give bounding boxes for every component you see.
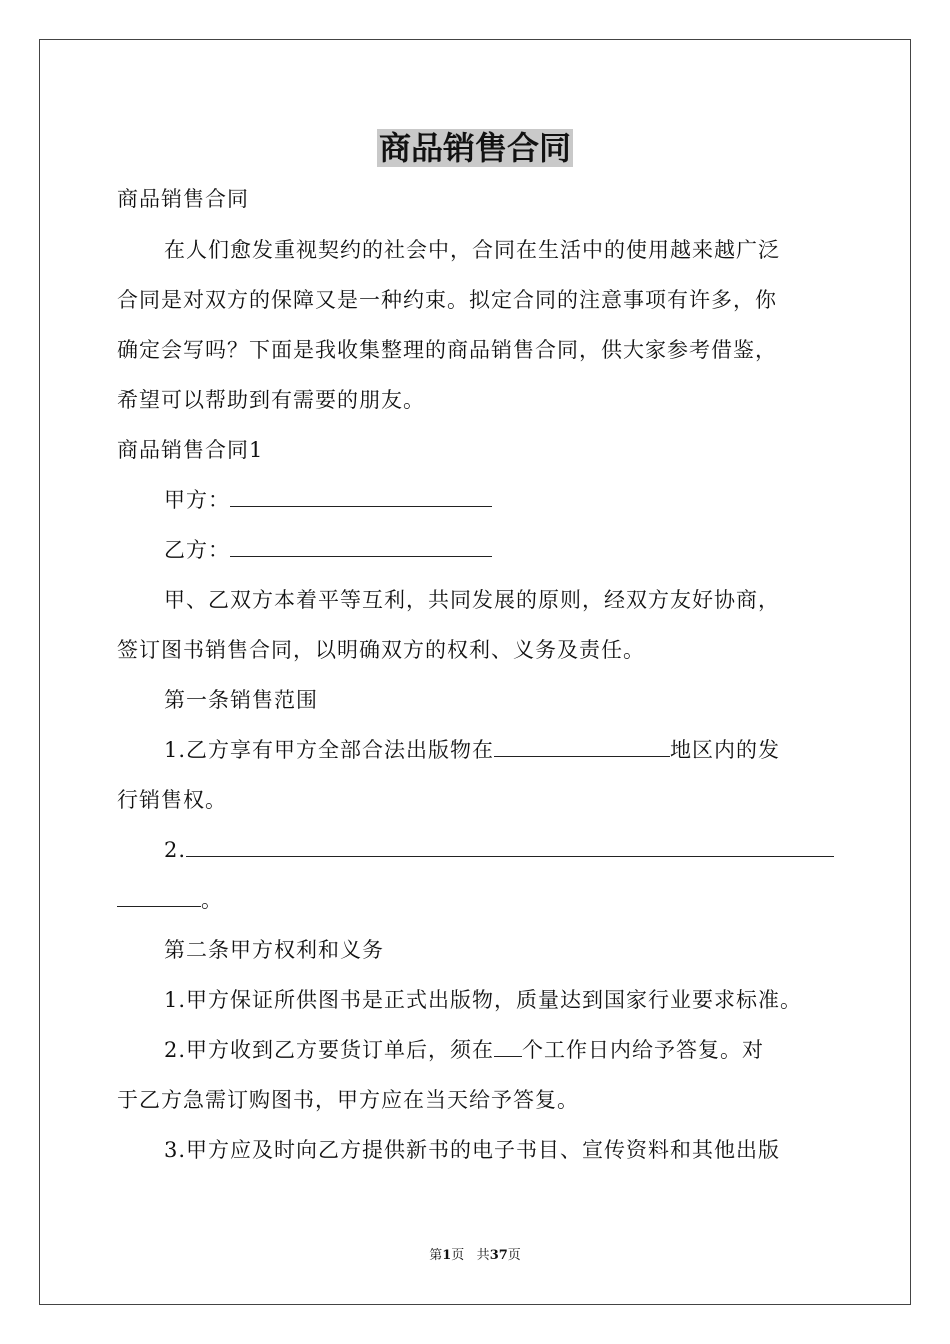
party-a-label: 甲方： [164, 488, 230, 512]
total-suffix: 页 [507, 1248, 521, 1263]
article-2-item-2-cont: 于乙方急需订购图书，甲方应在当天给予答复。 [117, 1088, 579, 1112]
article-2-item-1: 1.甲方保证所供图书是正式出版物，质量达到国家行业要求标准。 [164, 988, 803, 1012]
preamble-line-1: 甲、乙双方本着平等互利，共同发展的原则，经双方友好协商， [164, 588, 780, 612]
article-2-item-2 [164, 1036, 838, 1064]
party-a-blank [230, 486, 492, 507]
item-2-blank [186, 836, 834, 857]
article-2-item-2-start: 2.甲方收到乙方要货订单后，须在 [164, 1038, 495, 1062]
party-b-line [164, 536, 838, 564]
section-title: 商品销售合同1 [117, 438, 264, 462]
intro-line-3: 确定会写吗？下面是我收集整理的商品销售合同，供大家参考借鉴， [117, 338, 777, 362]
article-2-title: 第二条甲方权利和义务 [164, 938, 384, 962]
total-pages: 37 [489, 1248, 508, 1263]
page-suffix: 页 [451, 1248, 465, 1263]
article-1-item-1-end: 地区内的发 [670, 738, 781, 762]
region-blank [494, 736, 670, 757]
article-1-item-1-start: 1.乙方享有甲方全部合法出版物在 [164, 738, 495, 762]
page-footer [0, 1247, 950, 1265]
party-b-blank [230, 536, 492, 557]
article-1-title: 第一条销售范围 [164, 688, 318, 712]
intro-line-2: 合同是对双方的保障又是一种约束。拟定合同的注意事项有许多，你 [117, 288, 777, 312]
document-subtitle: 商品销售合同 [117, 187, 249, 211]
item-2-blank-cont [117, 886, 201, 907]
article-1-item-2 [164, 836, 838, 864]
title-text: 商品销售合同 [378, 129, 571, 167]
party-a-line [164, 486, 838, 514]
article-1-item-2-cont [117, 886, 837, 914]
page-number: 1 [442, 1248, 452, 1263]
article-2-item-3: 3.甲方应及时向乙方提供新书的电子书目、宣传资料和其他出版 [164, 1138, 781, 1162]
article-1-item-2-number: 2. [164, 838, 187, 862]
page-border [39, 39, 911, 1305]
total-prefix: 共 [476, 1248, 490, 1263]
article-2-item-2-end: 个工作日内给予答复。对 [522, 1038, 765, 1062]
page-prefix: 第 [429, 1248, 443, 1263]
intro-line-1: 在人们愈发重视契约的社会中，合同在生活中的使用越来越广泛 [164, 238, 780, 262]
party-b-label: 乙方： [164, 538, 230, 562]
workdays-blank [494, 1036, 522, 1057]
intro-line-4: 希望可以帮助到有需要的朋友。 [117, 388, 425, 412]
article-1-item-1 [164, 736, 838, 764]
document-title [0, 126, 950, 170]
item-2-period: 。 [201, 888, 223, 912]
article-1-item-1-cont: 行销售权。 [117, 788, 227, 812]
preamble-line-2: 签订图书销售合同，以明确双方的权利、义务及责任。 [117, 638, 645, 662]
